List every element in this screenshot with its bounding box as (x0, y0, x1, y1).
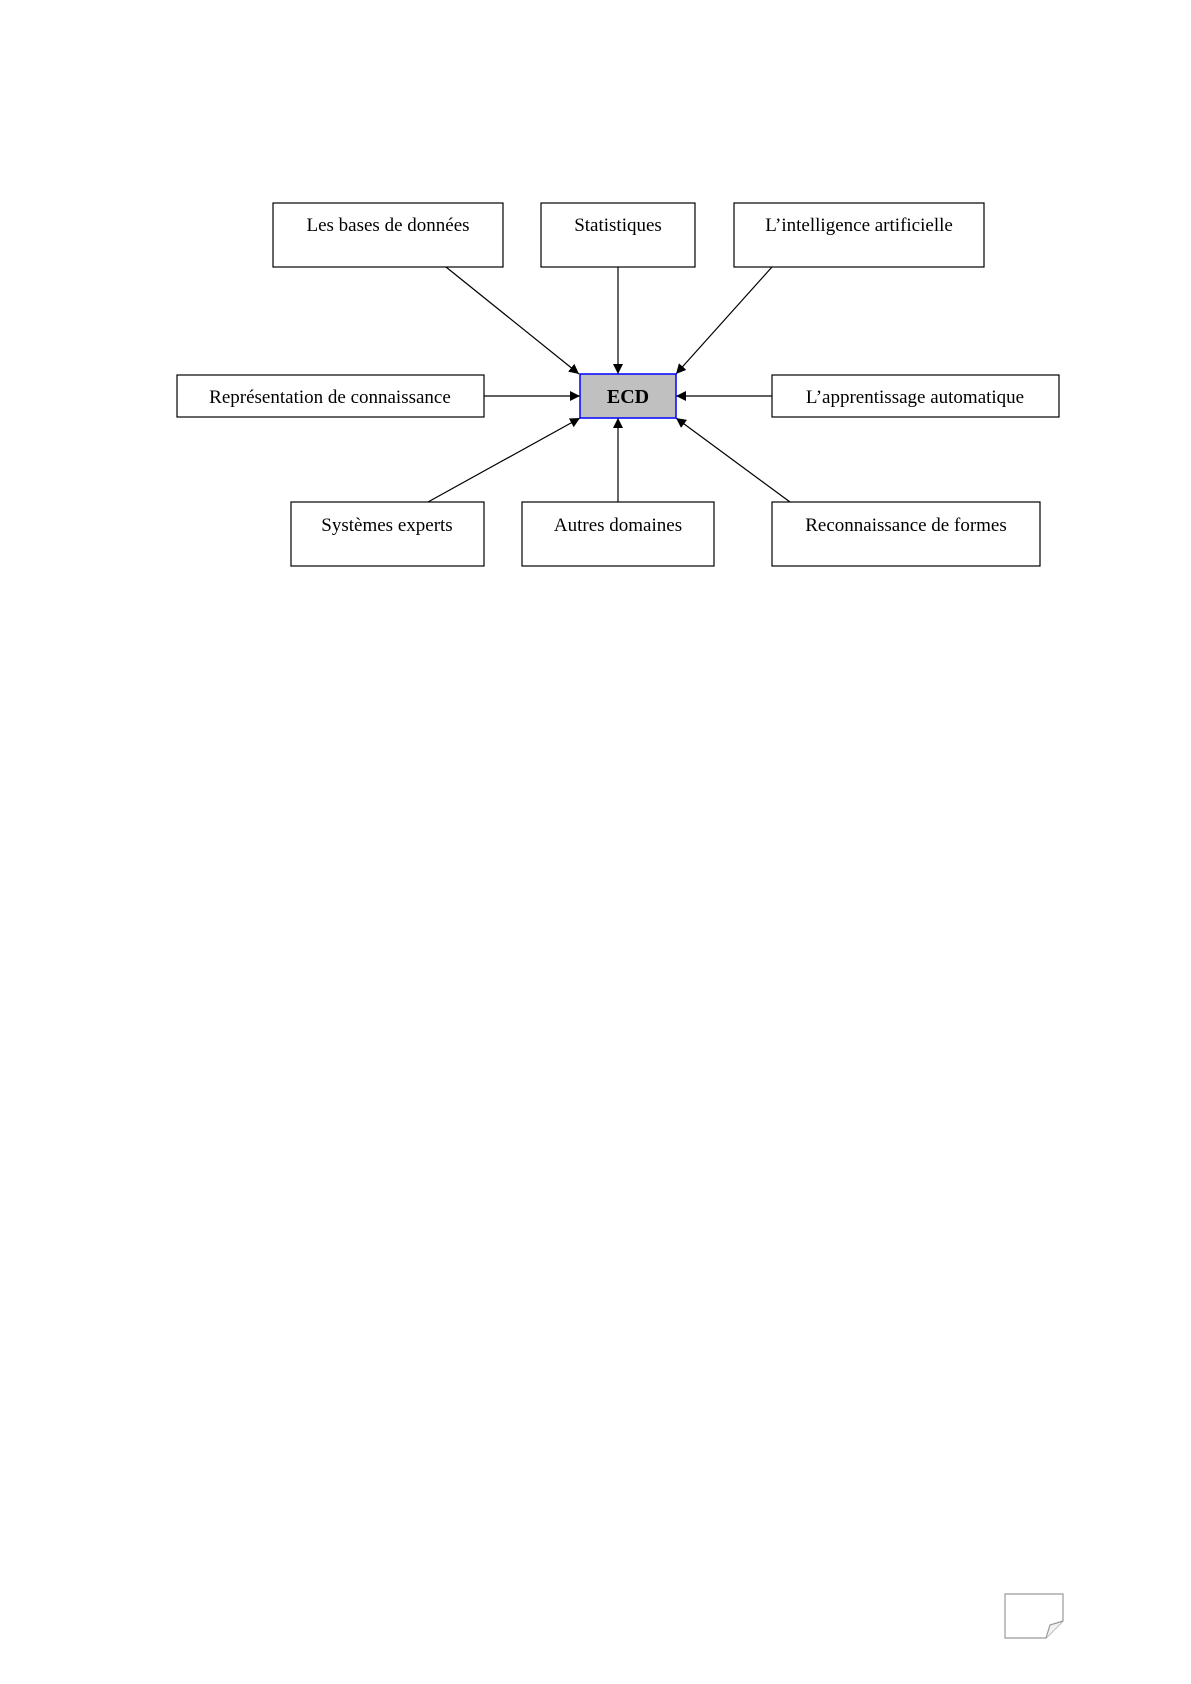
edge-systemes-experts (428, 418, 580, 502)
node-bases-de-donnees (273, 203, 503, 267)
edge-bases-de-donnees (446, 267, 579, 374)
node-statistiques (541, 203, 695, 267)
node-label: L’apprentissage automatique (805, 387, 1025, 408)
node-autres-domaines (522, 502, 714, 566)
node-label: Reconnaissance de formes (805, 515, 1007, 536)
node-intelligence-artificielle (734, 203, 984, 267)
folded-page-corner-icon (1004, 1593, 1064, 1639)
node-label: Autres domaines (553, 515, 683, 536)
center-node-label: ECD (606, 386, 650, 408)
node-systemes-experts (291, 502, 484, 566)
node-apprentissage-automatique (772, 375, 1059, 417)
node-label: Systèmes experts (321, 515, 453, 536)
node-label: Les bases de données (306, 215, 470, 236)
node-label: L’intelligence artificielle (765, 215, 953, 236)
center-node-ecd (580, 374, 676, 418)
node-representation-connaissance (177, 375, 484, 417)
edge-intelligence-artificielle (676, 267, 772, 374)
node-label: Statistiques (574, 215, 662, 236)
node-label: Représentation de connaissance (209, 387, 451, 408)
node-reconnaissance-formes (772, 502, 1040, 566)
edge-reconnaissance-formes (676, 418, 790, 502)
